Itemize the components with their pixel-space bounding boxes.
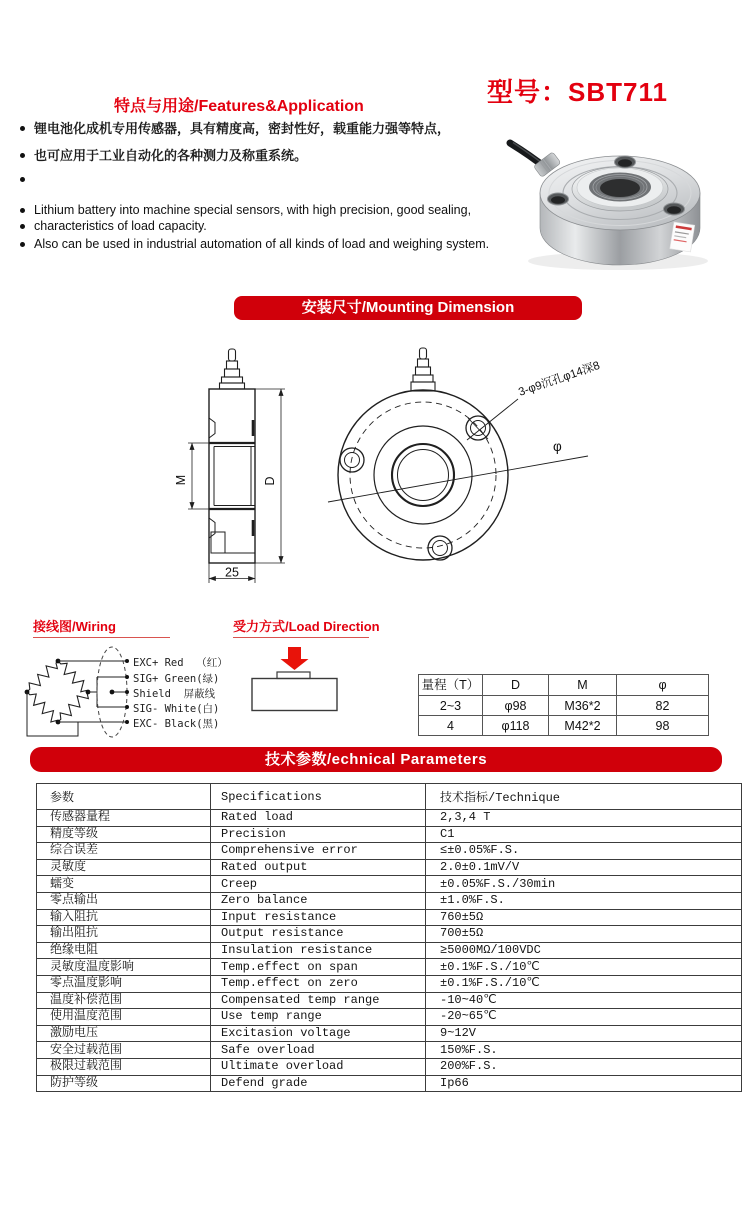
feature-bullet-en [20,237,490,251]
bullet-dot-icon [20,208,25,213]
table-cell: 760±5Ω [426,909,742,926]
side-view-drawing [170,340,340,595]
table-cell: 输入阻抗 [37,909,211,926]
table-cell: Temp.effect on zero [211,975,426,992]
wiring-title: 接线图/Wiring [33,619,116,634]
table-row [37,859,742,876]
table-cell: Comprehensive error [211,843,426,860]
load-direction-graphic [245,642,345,714]
table-cell: 输出阻抗 [37,926,211,943]
wire-label-sig-plus: SIG+ Green(绿) [133,673,220,685]
table-row [37,826,742,843]
table-cell: 极限过载范围 [37,1058,211,1075]
feature-bullet-cn [20,121,490,136]
table-cell: 安全过载范围 [37,1042,211,1059]
sensor-side-label [670,222,695,252]
table-row [419,716,709,736]
table-cell: 4 [419,716,483,736]
thread-hole-inner [398,450,449,501]
table-cell: Rated load [211,810,426,827]
table-cell: 82 [617,696,709,716]
table-cell: Use temp range [211,1009,426,1026]
bridge-resistors [23,657,92,726]
table-row [37,1058,742,1075]
cable-connector-outline [411,348,435,391]
params-table-body [37,810,742,1092]
size-table-body [419,696,709,736]
table-cell: 9~12V [426,1025,742,1042]
body-outline [209,389,255,563]
size-col-d: D [483,675,549,696]
feature-bullet-cn [20,148,490,163]
table-cell: ≥5000MΩ/100VDC [426,942,742,959]
table-cell: -20~65℃ [426,1009,742,1026]
size-table-header-row [419,675,709,696]
params-col-specifications: Specifications [211,784,426,810]
size-col-phi: φ [617,675,709,696]
technical-parameters-banner: 技术参数/echnical Parameters [30,747,722,772]
table-cell: Output resistance [211,926,426,943]
table-row [37,843,742,860]
table-cell: 防护等级 [37,1075,211,1092]
table-cell: ±1.0%F.S. [426,892,742,909]
table-row [37,909,742,926]
table-cell: φ118 [483,716,549,736]
bullet-dot-icon [20,224,25,229]
mounting-dimension-banner: 安装尺寸/Mounting Dimension [234,296,582,320]
dim-label-width: 25 [225,565,239,580]
table-cell: 灵敏度温度影响 [37,959,211,976]
wire-label-sig-minus: SIG- White(白) [133,703,220,715]
table-cell: -10~40℃ [426,992,742,1009]
table-row [37,975,742,992]
table-cell: Insulation resistance [211,942,426,959]
bolt-hole [428,536,452,560]
wiring-title-underline [33,637,170,638]
body-details [209,418,255,553]
feature-bullet-empty [20,172,490,182]
dim-label-d: D [263,476,277,486]
bullet-text: 锂电池化成机专用传感器，具有精度高，密封性好，载重能力强等特点， [34,121,451,136]
thread-hole-outer [392,444,454,506]
top-view-drawing [320,340,610,585]
dimension-m [188,443,209,509]
dimension-d [255,389,285,563]
params-table [36,783,742,1092]
table-row [37,1042,742,1059]
params-col-technique: 技术指标/Technique [426,784,742,810]
table-cell: 2.0±0.1mV/V [426,859,742,876]
table-cell: 2~3 [419,696,483,716]
table-cell: 温度补偿范围 [37,992,211,1009]
table-row [37,959,742,976]
table-cell: 综合误差 [37,843,211,860]
bullet-dot-icon [20,177,25,182]
model-number: 型号：SBT711 [487,77,668,107]
table-cell: Temp.effect on span [211,959,426,976]
table-cell: ≤±0.05%F.S. [426,843,742,860]
size-table [418,674,709,736]
bullet-text: characteristics of load capacity. [34,219,207,233]
feature-bullet-en [20,203,490,217]
size-col-range: 量程（T） [419,675,483,696]
table-row [37,892,742,909]
table-cell: Ip66 [426,1075,742,1092]
bullet-text: Also can be used in industrial automation of all kinds of load and weighing system. [34,237,490,251]
table-row [37,1075,742,1092]
table-cell: Rated output [211,859,426,876]
cable-connector-outline [220,349,245,389]
wire-label-exc-minus: EXC- Black(黑) [133,718,220,730]
table-cell: Ultimate overload [211,1058,426,1075]
table-cell: 激励电压 [37,1025,211,1042]
bullet-text: Lithium battery into machine special sensors, with high precision, good sealing, [34,203,472,217]
table-cell: Compensated temp range [211,992,426,1009]
bullet-text: 也可应用于工业自动化的各种测力及称重系统。 [34,148,308,163]
table-cell: φ98 [483,696,549,716]
features-title: 特点与用途/Features&Application [114,98,364,115]
table-row [37,810,742,827]
load-button-outline [277,672,310,679]
table-cell: 150%F.S. [426,1042,742,1059]
load-direction-title: 受力方式/Load Direction [233,619,380,634]
table-cell: 绝缘电阻 [37,942,211,959]
table-cell: Input resistance [211,909,426,926]
phi-dimension-line [328,456,588,502]
table-cell: ±0.05%F.S./30min [426,876,742,893]
params-col-parameter: 参数 [37,784,211,810]
product-photo [498,130,713,275]
table-cell: 灵敏度 [37,859,211,876]
table-row [37,1009,742,1026]
table-cell: Safe overload [211,1042,426,1059]
hole-leader-line [467,399,518,440]
load-body-outline [252,679,337,711]
table-row [37,992,742,1009]
middle-circle [374,426,472,524]
bullet-dot-icon [20,153,25,158]
table-row [37,1025,742,1042]
bridge-wires [27,661,127,736]
load-arrow-icon [281,647,309,670]
hole-annotation: 3-φ9沉孔φ14深8 [517,359,602,399]
wire-label-exc-plus: EXC+ Red （红） [133,657,228,669]
table-row [37,942,742,959]
table-cell: Excitasion voltage [211,1025,426,1042]
table-cell: 精度等级 [37,826,211,843]
wire-label-shield: Shield 屏蔽线 [133,688,216,700]
table-cell: 700±5Ω [426,926,742,943]
table-cell: Defend grade [211,1075,426,1092]
face-bolt-hole [548,193,569,205]
table-cell: 使用温度范围 [37,1009,211,1026]
table-cell: M42*2 [549,716,617,736]
table-cell: M36*2 [549,696,617,716]
table-row [37,876,742,893]
feature-bullet-en [20,219,490,233]
table-cell: Zero balance [211,892,426,909]
table-cell: ±0.1%F.S./10℃ [426,959,742,976]
table-cell: Creep [211,876,426,893]
table-cell: Precision [211,826,426,843]
size-col-m: M [549,675,617,696]
face-bolt-hole [615,156,636,168]
face-bolt-hole [664,203,685,215]
table-cell: 98 [617,716,709,736]
params-table-header-row [37,784,742,810]
table-cell: 传感器量程 [37,810,211,827]
table-row [419,696,709,716]
bullet-dot-icon [20,126,25,131]
table-cell: C1 [426,826,742,843]
hole-bore [600,179,640,197]
table-row [37,926,742,943]
phi-label: φ [553,439,562,454]
table-cell: 200%F.S. [426,1058,742,1075]
table-cell: 蠕变 [37,876,211,893]
dim-label-m: M [174,474,188,486]
bullet-dot-icon [20,242,25,247]
table-cell: 零点输出 [37,892,211,909]
load-direction-underline [233,637,369,638]
table-cell: 2,3,4 T [426,810,742,827]
table-cell: 零点温度影响 [37,975,211,992]
table-cell: ±0.1%F.S./10℃ [426,975,742,992]
